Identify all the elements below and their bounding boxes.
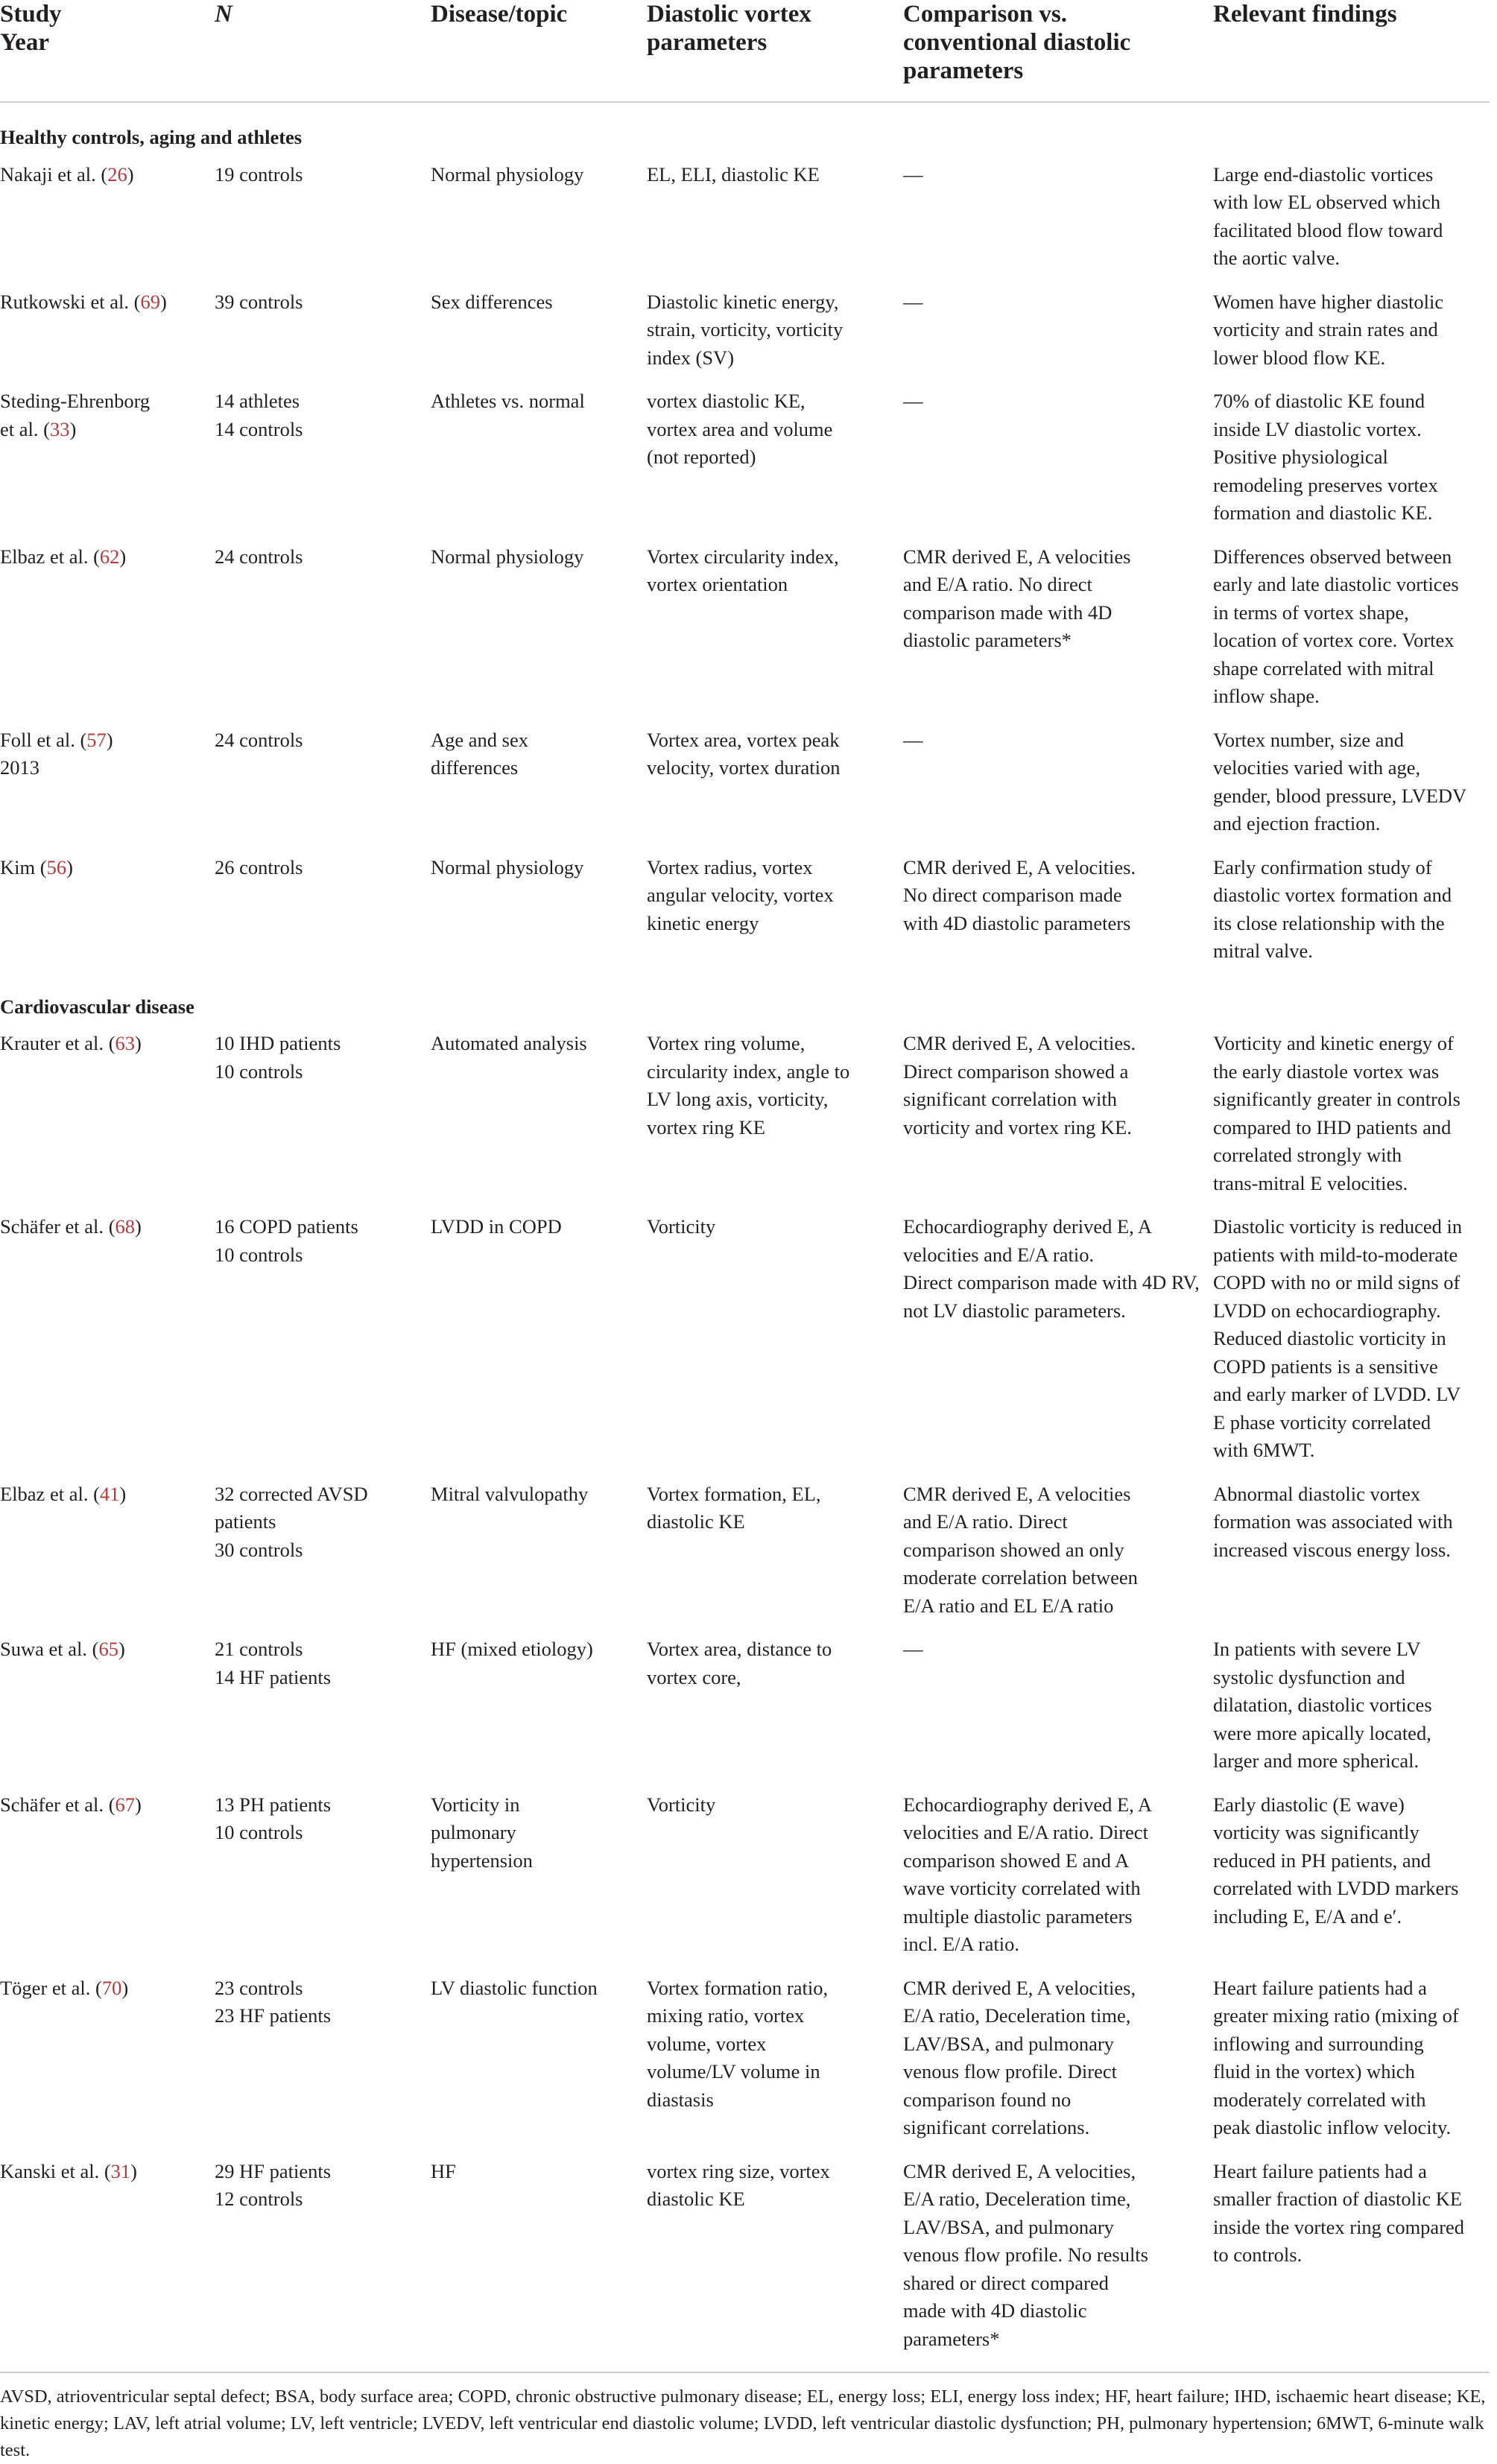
study-cell: Rutkowski et al. (69) bbox=[0, 290, 167, 313]
vortex-parameters-cell: Vortex formation, EL, diastolic KE bbox=[647, 1482, 821, 1533]
disease-topic-cell: HF (mixed etiology) bbox=[431, 1638, 593, 1660]
study-cell: Foll et al. (57) 2013 bbox=[0, 728, 113, 779]
study-cell: Töger et al. (70) bbox=[0, 1976, 129, 1999]
table-row bbox=[0, 1967, 1490, 2150]
findings-cell: Vorticity and kinetic energy of the early diastole vortex was significantly greater in controls compared to IHD patients and correlated strongly with trans-mitral E velocities. bbox=[1213, 1032, 1460, 1194]
reference-link[interactable]: 67 bbox=[115, 1793, 136, 1816]
header-disease-topic: Disease/topic bbox=[431, 0, 647, 102]
study-author: Krauter et al. bbox=[0, 1032, 104, 1054]
reference-link[interactable]: 68 bbox=[115, 1215, 136, 1238]
disease-topic-cell: Normal physiology bbox=[431, 855, 584, 878]
n-cell: 39 controls bbox=[215, 290, 303, 313]
reference-link[interactable]: 62 bbox=[99, 545, 120, 568]
disease-topic-cell: Sex differences bbox=[431, 290, 553, 313]
table-header bbox=[0, 0, 1490, 102]
table-row bbox=[0, 2150, 1490, 2362]
table-row bbox=[0, 380, 1490, 536]
vortex-parameters-cell: Vortex area, distance to vortex core, bbox=[647, 1638, 832, 1688]
study-author: Schäfer et al. bbox=[0, 1793, 104, 1816]
comparison-cell: CMR derived E, A velocities, E/A ratio, Deceleration time, LAV/BSA, and pulmonary venous flow profile. No results shared or direct compared made with 4D diastolic parameters* bbox=[903, 2159, 1148, 2350]
comparison-cell: — bbox=[903, 728, 923, 751]
table-body bbox=[0, 102, 1490, 2361]
comparison-cell: CMR derived E, A velocities. Direct comparison showed a significant correlation with vorticity and vortex ring KE. bbox=[903, 1032, 1136, 1138]
n-cell: 10 IHD patients 10 controls bbox=[215, 1032, 341, 1083]
findings-cell: Women have higher diastolic vorticity and strain rates and lower blood flow KE. bbox=[1213, 290, 1444, 369]
disease-topic-cell: LV diastolic function bbox=[431, 1976, 598, 1999]
disease-topic-cell: HF bbox=[431, 2159, 456, 2182]
n-cell: 32 corrected AVSD patients 30 controls bbox=[215, 1482, 368, 1561]
comparison-cell: — bbox=[903, 162, 923, 186]
table-row bbox=[0, 1784, 1490, 1967]
vortex-parameters-cell: Vorticity bbox=[647, 1215, 716, 1238]
n-cell: 29 HF patients 12 controls bbox=[215, 2159, 332, 2210]
disease-topic-cell: LVDD in COPD bbox=[431, 1215, 562, 1238]
section-title: Healthy controls, aging and athletes bbox=[0, 126, 303, 148]
comparison-cell: — bbox=[903, 1638, 923, 1660]
n-cell: 13 PH patients 10 controls bbox=[215, 1793, 332, 1843]
study-author: Kim bbox=[0, 855, 36, 878]
findings-cell: Differences observed between early and late diastolic vortices in terms of vortex shape, location of vortex core. Vortex shape correlated with mitral inflow shape. bbox=[1213, 545, 1459, 707]
findings-cell: Vortex number, size and velocities varied with age, gender, blood pressure, LVEDV and ejection fraction. bbox=[1213, 728, 1467, 834]
table-row bbox=[0, 1206, 1490, 1473]
comparison-cell: — bbox=[903, 290, 923, 313]
study-year: 2013 bbox=[0, 756, 39, 779]
study-cell: Schäfer et al. (68) bbox=[0, 1215, 142, 1238]
study-cell: Kanski et al. (31) bbox=[0, 2159, 137, 2182]
study-author: Steding-Ehrenborg et al. bbox=[0, 390, 151, 440]
table-row bbox=[0, 281, 1490, 381]
reference-link[interactable]: 70 bbox=[101, 1976, 122, 1999]
vortex-parameters-cell: Vorticity bbox=[647, 1793, 716, 1816]
vortex-parameters-cell: Vortex area, vortex peak velocity, vortex duration bbox=[647, 728, 841, 779]
study-cell: Steding-Ehrenborg et al. (33) bbox=[0, 390, 151, 440]
section-title: Cardiovascular disease bbox=[0, 995, 194, 1018]
reference-link[interactable]: 33 bbox=[49, 417, 70, 440]
disease-topic-cell: Normal physiology bbox=[431, 162, 584, 186]
study-author: Elbaz et al. bbox=[0, 1482, 89, 1505]
reference-link[interactable]: 41 bbox=[99, 1482, 120, 1505]
header-n: N bbox=[215, 0, 431, 102]
findings-cell: In patients with severe LV systolic dysfunction and dilatation, diastolic vortices were more apically located, larger and more spherical. bbox=[1213, 1638, 1432, 1772]
n-cell: 21 controls 14 HF patients bbox=[215, 1638, 332, 1688]
disease-topic-cell: Mitral valvulopathy bbox=[431, 1482, 589, 1505]
n-cell: 19 controls bbox=[215, 162, 303, 186]
n-cell: 23 controls 23 HF patients bbox=[215, 1976, 332, 2027]
comparison-cell: Echocardiography derived E, A velocities and E/A ratio. Direct comparison made with 4D RV, not LV diastolic parameters. bbox=[903, 1215, 1200, 1322]
header-diastolic-vortex-parameters: Diastolic vortex parameters bbox=[647, 0, 903, 102]
study-author: Kanski et al. bbox=[0, 2159, 100, 2182]
study-author: Suwa et al. bbox=[0, 1638, 88, 1660]
study-author: Schäfer et al. bbox=[0, 1215, 104, 1238]
vortex-parameters-cell: Vortex ring volume, circularity index, angle to LV long axis, vorticity, vortex ring KE bbox=[647, 1032, 850, 1138]
comparison-cell: Echocardiography derived E, A velocities and E/A ratio. Direct comparison showed E and A wave vorticity correlated with multiple diastolic parameters incl. E/A ratio. bbox=[903, 1793, 1153, 1955]
n-cell: 24 controls bbox=[215, 728, 303, 751]
section-header-row bbox=[0, 974, 1490, 1023]
table-row bbox=[0, 1628, 1490, 1784]
section-header-row bbox=[0, 102, 1490, 153]
reference-link[interactable]: 65 bbox=[98, 1638, 118, 1660]
vortex-parameters-cell: Vortex radius, vortex angular velocity, vortex kinetic energy bbox=[647, 855, 834, 934]
study-cell: Elbaz et al. (41) bbox=[0, 1482, 127, 1505]
comparison-cell: CMR derived E, A velocities and E/A ratio. No direct comparison made with 4D diastolic parameters* bbox=[903, 545, 1131, 651]
disease-topic-cell: Vorticity in pulmonary hypertension bbox=[431, 1793, 533, 1872]
study-cell: Elbaz et al. (62) bbox=[0, 545, 127, 568]
table-row bbox=[0, 536, 1490, 719]
findings-cell: Abnormal diastolic vortex formation was associated with increased viscous energy loss. bbox=[1213, 1482, 1453, 1561]
findings-cell: Early confirmation study of diastolic vortex formation and its close relationship with the mitral valve. bbox=[1213, 855, 1452, 962]
comparison-cell: — bbox=[903, 390, 923, 412]
disease-topic-cell: Normal physiology bbox=[431, 545, 584, 568]
study-cell: Suwa et al. (65) bbox=[0, 1638, 125, 1660]
header-study-year: Study Year bbox=[0, 0, 215, 102]
vortex-parameters-cell: Vortex circularity index, vortex orientation bbox=[647, 545, 839, 595]
study-author: Elbaz et al. bbox=[0, 545, 89, 568]
reference-link[interactable]: 57 bbox=[86, 728, 107, 751]
n-cell: 14 athletes 14 controls bbox=[215, 390, 303, 440]
findings-cell: Diastolic vorticity is reduced in patients with mild-to-moderate COPD with no or mild signs of LVDD on echocardiography. Reduced diastolic vorticity in COPD patients is a sensitive and early marker of LVDD. LV E phase vorticity correlated with 6MWT. bbox=[1213, 1215, 1463, 1461]
findings-cell: Large end-diastolic vortices with low EL observed which facilitated blood flow toward the aortic valve. bbox=[1213, 162, 1443, 269]
n-cell: 16 COPD patients 10 controls bbox=[215, 1215, 358, 1266]
comparison-cell: CMR derived E, A velocities, E/A ratio, Deceleration time, LAV/BSA, and pulmonary venous flow profile. Direct comparison found no significant correlations. bbox=[903, 1976, 1136, 2138]
table-footnote: AVSD, atrioventricular septal defect; BSA, body surface area; COPD, chronic obstructive pulmonary disease; EL, energy loss; ELI, energy loss index; HF, heart failure; IHD, ischaemic heart disease; KE, kinetic energy; LAV, left atrial volume; LV, left ventricle; LVEDV, left ventricular end diastolic volume; LVDD, left ventricular diastolic dysfunction; PH, pulmonary hypertension; 6MWT, 6-minute walk test. bbox=[0, 2372, 1490, 2464]
findings-cell: Heart failure patients had a greater mixing ratio (mixing of inflowing and surrounding fluid in the vortex) which moderately correlated with peak diastolic inflow velocity. bbox=[1213, 1976, 1459, 2138]
findings-cell: Heart failure patients had a smaller fraction of diastolic KE inside the vortex ring compared to controls. bbox=[1213, 2159, 1465, 2266]
disease-topic-cell: Age and sex differences bbox=[431, 728, 528, 779]
study-author: Töger et al. bbox=[0, 1976, 91, 1999]
disease-topic-cell: Automated analysis bbox=[431, 1032, 587, 1054]
study-cell: Krauter et al. (63) bbox=[0, 1032, 142, 1054]
header-comparison: Comparison vs. conventional diastolic parameters bbox=[903, 0, 1213, 102]
vortex-parameters-cell: Diastolic kinetic energy, strain, vorticity, vorticity index (SV) bbox=[647, 290, 844, 369]
reference-link[interactable]: 63 bbox=[115, 1032, 136, 1054]
table-row bbox=[0, 1473, 1490, 1629]
study-cell: Schäfer et al. (67) bbox=[0, 1793, 142, 1816]
vortex-parameters-cell: vortex diastolic KE, vortex area and volume (not reported) bbox=[647, 390, 833, 468]
table-row bbox=[0, 846, 1490, 974]
reference-link[interactable]: 26 bbox=[107, 162, 127, 186]
disease-topic-cell: Athletes vs. normal bbox=[431, 390, 585, 412]
header-relevant-findings: Relevant findings bbox=[1213, 0, 1490, 102]
reference-link[interactable]: 31 bbox=[110, 2159, 131, 2182]
study-author: Foll et al. bbox=[0, 728, 75, 751]
vortex-parameters-cell: vortex ring size, vortex diastolic KE bbox=[647, 2159, 830, 2210]
reference-link[interactable]: 56 bbox=[46, 855, 67, 878]
study-cell: Kim (56) bbox=[0, 855, 73, 878]
n-cell: 26 controls bbox=[215, 855, 303, 878]
findings-cell: 70% of diastolic KE found inside LV diastolic vortex. Positive physiological remodeling preserves vortex formation and diastolic KE. bbox=[1213, 390, 1438, 524]
study-author: Nakaji et al. bbox=[0, 162, 96, 186]
study-cell: Nakaji et al. (26) bbox=[0, 162, 134, 186]
vortex-parameters-cell: Vortex formation ratio, mixing ratio, vortex volume, vortex volume/LV volume in diastasis bbox=[647, 1976, 829, 2111]
table-row bbox=[0, 1022, 1490, 1206]
study-author: Rutkowski et al. bbox=[0, 290, 129, 313]
table-row bbox=[0, 153, 1490, 281]
comparison-cell: CMR derived E, A velocities. No direct comparison made with 4D diastolic parameters bbox=[903, 855, 1136, 934]
findings-cell: Early diastolic (E wave) vorticity was significantly reduced in PH patients, and correlated with LVDD markers including E, E/A and e′. bbox=[1213, 1793, 1459, 1928]
comparison-cell: CMR derived E, A velocities and E/A ratio. Direct comparison showed an only moderate correlation between E/A ratio and EL E/A ratio bbox=[903, 1482, 1138, 1617]
n-cell: 24 controls bbox=[215, 545, 303, 568]
vortex-parameters-cell: EL, ELI, diastolic KE bbox=[647, 162, 820, 186]
table-row bbox=[0, 719, 1490, 846]
reference-link[interactable]: 69 bbox=[140, 290, 160, 313]
